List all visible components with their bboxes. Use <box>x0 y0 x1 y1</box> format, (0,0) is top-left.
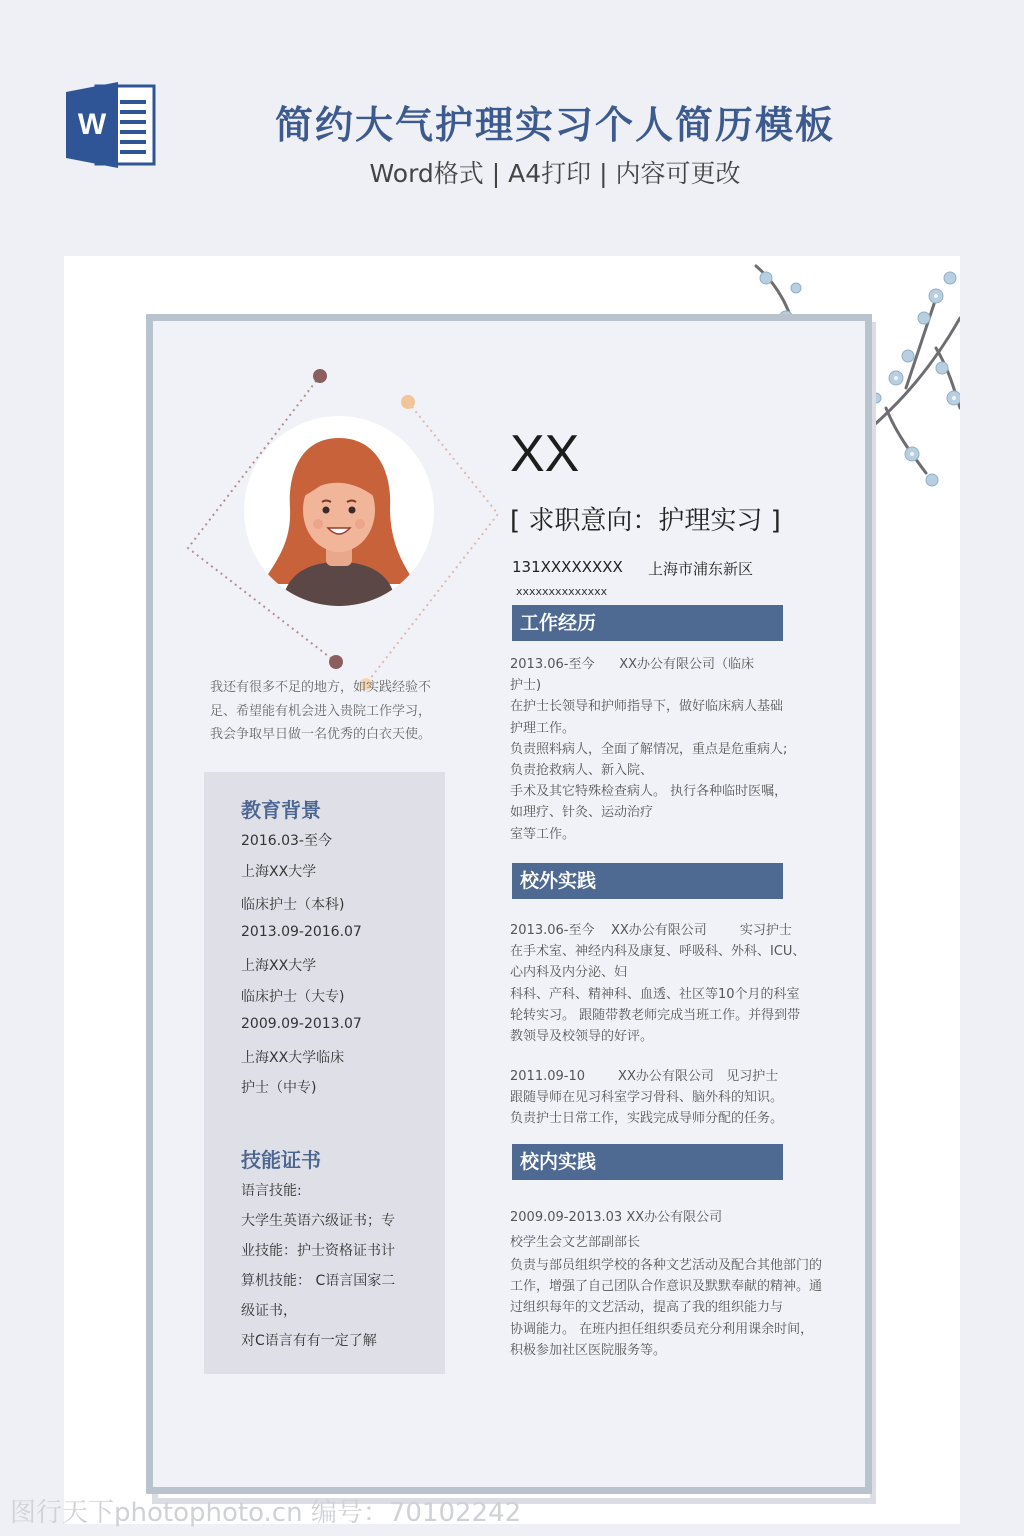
avatar <box>244 416 434 606</box>
internal-practice-date: 2009.09-2013.03 XX办公有限公司 <box>510 1210 723 1225</box>
section-work-experience: 工作经历 <box>512 605 783 641</box>
svg-text:W: W <box>77 108 107 141</box>
education-line: 上海XX大学 <box>241 958 317 974</box>
email: xxxxxxxxxxxxxx <box>516 585 608 598</box>
external-practice-text-2: 2011.09-10 XX办公有限公司 见习护士 跟随导师在见习科室学习骨科、脑外科的知识。 负责护士日常工作，实践完成导师分配的任务。 <box>510 1069 784 1127</box>
intro-line: 足、希望能有机会进入贵院工作学习， <box>210 703 432 719</box>
work-experience-text: 2013.06-至今 XX办公有限公司（临床 护士) 在护士长领导和护师指导下，做好临床病人基础 护理工作。 负责照料病人，全面了解情况，重点是危重病人; 负责抢救病人、新入院、 手术及其它特殊检查病人。 执行各种临时医嘱， 如理疗、针灸、运动治疗 室等工作。 <box>510 657 788 842</box>
page-title: 简约大气护理实习个人简历模板 <box>274 103 835 147</box>
section-internal-practice: 校内实践 <box>512 1144 783 1180</box>
education-line: 上海XX大学 <box>241 864 317 880</box>
intro-line: 我会争取早日做一名优秀的白衣天使。 <box>210 727 432 742</box>
address: 上海市浦东新区 <box>648 560 754 578</box>
candidate-name: XX <box>510 425 580 483</box>
education-line: 临床护士（本科) <box>241 897 345 913</box>
education-line: 2016.03-至今 <box>241 833 332 849</box>
education-title: 教育背景 <box>241 798 321 822</box>
skills-line: 级证书， <box>241 1303 297 1319</box>
external-practice-text: 2013.06-至今 XX办公有限公司 实习护士 在手术室、神经内科及康复、呼吸科、外科、ICU、 心内科及内分泌、妇 科科、产科、精神科、血透、社区等10个月的科室 轮转实习。 跟随带教老师完成当班工作。并得到带 教领导及校领导的好评。 <box>510 923 806 1045</box>
intro-line: 我还有很多不足的地方，如实践经验不 <box>210 680 432 695</box>
job-intention: [ 求职意向：护理实习 ] <box>510 506 781 536</box>
skills-line: 业技能：护士资格证书计 <box>241 1243 395 1259</box>
internal-practice-text: 负责与部员组织学校的各种文艺活动及配合其他部门的 工作，增强了自己团队合作意识及默默奉献的精神。通 过组织每年的文艺活动，提高了我的组织能力与 协调能力。 在班内担任组织委员充分利用课余时间， 积极参加社区医院服务等。 <box>510 1258 823 1358</box>
skills-title: 技能证书 <box>241 1148 321 1172</box>
education-line: 护士（中专) <box>241 1080 317 1096</box>
internal-practice-role: 校学生会文艺部副部长 <box>510 1235 641 1250</box>
avatar-illustration <box>244 416 434 606</box>
phone-number: 131XXXXXXXX <box>512 558 623 576</box>
watermark: 图行天下photophoto.cn 编号：70102242 <box>10 1498 522 1528</box>
skills-line: 算机技能： C语言国家二 <box>241 1273 396 1289</box>
page-subtitle: Word格式 | A4打印 | 内容可更改 <box>369 159 741 188</box>
skills-line: 大学生英语六级证书；专 <box>241 1213 395 1229</box>
education-line: 2009.09-2013.07 <box>241 1016 362 1032</box>
self-introduction <box>210 676 450 747</box>
skills-line: 对C语言有有一定了解 <box>241 1333 377 1349</box>
education-line: 临床护士（大专) <box>241 989 345 1005</box>
skills-line: 语言技能: <box>241 1183 302 1199</box>
education-line: 2013.09-2016.07 <box>241 924 362 940</box>
education-line: 上海XX大学临床 <box>241 1050 345 1066</box>
section-external-practice: 校外实践 <box>512 863 783 899</box>
